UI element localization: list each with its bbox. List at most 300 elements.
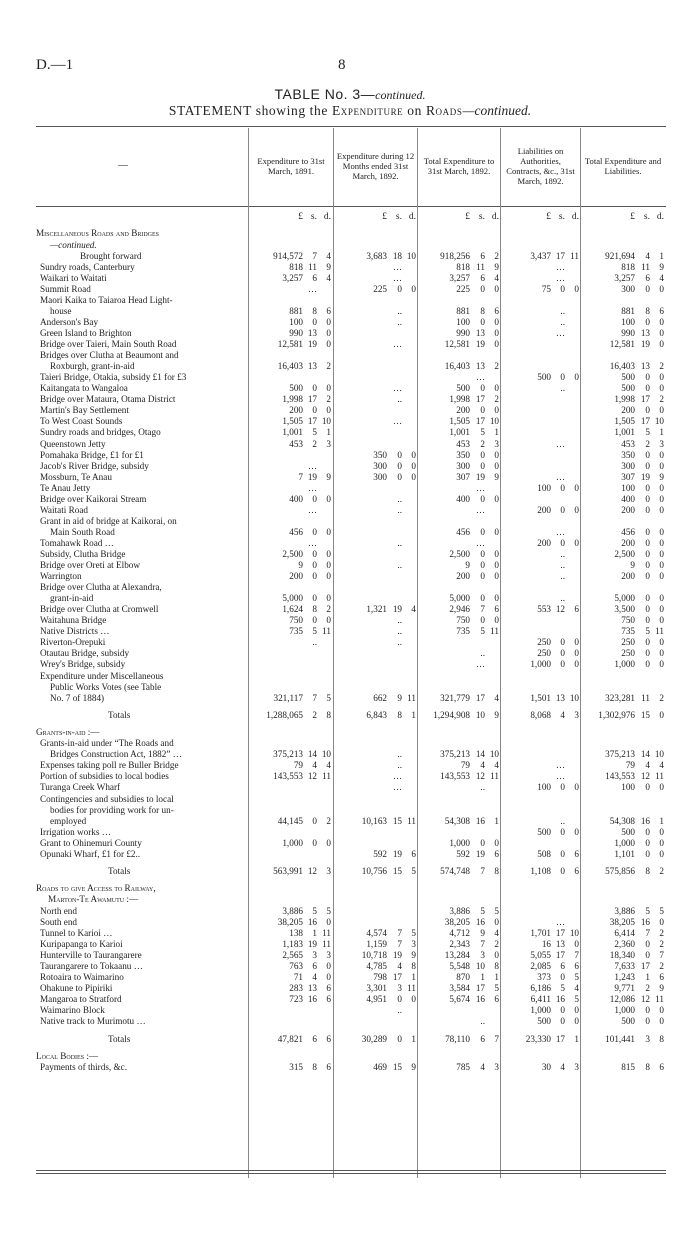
cell-value: 12 [475, 771, 485, 782]
cell-value: 350 [621, 449, 635, 460]
table-row [0, 212, 700, 226]
cell-value: 4 [494, 272, 499, 283]
cell-value: 9 [411, 1062, 416, 1073]
cell-value: 0 [645, 782, 650, 793]
cell-value: 14 [475, 749, 485, 760]
row-label: Miscellaneous Roads and Bridges [36, 228, 159, 238]
cell-value: 574,748 [440, 865, 470, 876]
cell-value: 0 [645, 405, 650, 416]
cell-value: 6 [574, 961, 579, 972]
cell-value: 0 [326, 316, 331, 327]
row-label: employed [50, 815, 87, 826]
cell-value: 200 [621, 537, 635, 548]
cell-value: 1,159 [366, 939, 387, 950]
cell-placeholder: … [392, 771, 402, 782]
cell-value: 0 [560, 1016, 565, 1027]
table-row [0, 637, 700, 648]
cell-value: 15 [640, 709, 650, 720]
cell-value: 456 [456, 526, 470, 537]
table-row [0, 659, 700, 670]
cell-value: 6,186 [530, 983, 551, 994]
cell-value: 508 [537, 848, 551, 859]
cell-value: 0 [397, 471, 402, 482]
cell-value: 30 [541, 1062, 551, 1073]
cell-value: 0 [312, 571, 317, 582]
cell-value: 7 [480, 939, 485, 950]
cell-value: 307 [621, 471, 635, 482]
cell-value: 44,145 [277, 815, 303, 826]
cell-placeholder: … [555, 261, 565, 272]
row-label: Tomahawk Road … [40, 537, 114, 548]
cell-value: 0 [645, 950, 650, 961]
cell-value: 0 [645, 504, 650, 515]
cell-value: 5,000 [614, 593, 635, 604]
cell-value: 0 [411, 283, 416, 294]
cell-value: 18 [392, 250, 402, 261]
cell-value: 2 [645, 438, 650, 449]
cell-value: 918,256 [440, 250, 470, 261]
cell-value: 3 [494, 438, 499, 449]
cell-value: 3 [326, 950, 331, 961]
cell-value: 0 [312, 549, 317, 559]
statement-e: Roads [425, 103, 463, 118]
cell-value: 5 [312, 427, 317, 438]
cell-placeholder: … [307, 460, 317, 471]
column-header-liabilities: Liabilities on Authorities, Contracts, &c., 31st March, 1892. [506, 146, 575, 186]
cell-value: 0 [494, 383, 499, 394]
cell-value: 200 [537, 504, 551, 515]
cell-value: 5 [411, 865, 416, 876]
row-label: Rotoaira to Waimarino [40, 972, 124, 983]
cell-value: 0 [574, 826, 579, 837]
cell-value: 0 [411, 471, 416, 482]
cell-value: 100 [289, 316, 303, 327]
cell-value: 1 [312, 928, 317, 938]
cell-value: 10 [321, 416, 331, 427]
row-label: Subsidy, Clutha Bridge [40, 549, 126, 559]
table-row [0, 1051, 700, 1062]
cell-value: 0 [659, 283, 664, 294]
cell-value: 0 [560, 372, 565, 383]
cell-value: 0 [659, 482, 664, 493]
cell-value: 321,779 [440, 692, 470, 703]
cell-value: 0 [645, 449, 650, 460]
row-label: Waimarino Block [40, 1005, 105, 1016]
cell-placeholder: .. [397, 537, 402, 548]
cell-value: 250 [621, 648, 635, 659]
cell-value: 16,403 [609, 361, 635, 372]
cell-value: 0 [574, 939, 579, 950]
cell-value: 3,301 [366, 983, 387, 994]
table-row [0, 794, 700, 805]
cell-value: 3,257 [282, 272, 303, 283]
cell-value: 2 [480, 438, 485, 449]
cell-value: 750 [621, 615, 635, 626]
cell-value: 100 [537, 782, 551, 793]
table-row [0, 273, 700, 284]
cell-value: 0 [397, 994, 402, 1005]
cell-value: 1,001 [282, 427, 303, 438]
cell-value: 818 [289, 261, 303, 272]
cell-value: 2 [659, 865, 664, 876]
cell-value: 19 [475, 471, 485, 482]
cell-value: 6 [326, 994, 331, 1005]
cell-value: 0 [480, 837, 485, 848]
cell-value: 0 [574, 283, 579, 294]
cell-value: 3 [326, 438, 331, 449]
row-label: Martin's Bay Settlement [40, 405, 129, 416]
cell-value: 0 [494, 526, 499, 537]
cell-value: 1,294,908 [433, 709, 470, 720]
cell-value: 15 [392, 865, 402, 876]
table-row [0, 827, 700, 838]
cell-value: 0 [494, 449, 499, 460]
cell-value: 1,000 [449, 837, 470, 848]
cell-value: 0 [659, 449, 664, 460]
cell-placeholder: .. [312, 637, 317, 648]
cell-value: 0 [494, 549, 499, 559]
cell-value: 662 [373, 692, 387, 703]
table-row [0, 671, 700, 682]
cell-value: 5 [574, 972, 579, 983]
cell-value: 19 [307, 339, 317, 349]
cell-value: 5 [312, 626, 317, 637]
cell-value: 0 [326, 961, 331, 972]
row-label: Main South Road [50, 526, 115, 537]
cell-value: 4 [312, 972, 317, 983]
cell-value: 453 [621, 438, 635, 449]
cell-placeholder: .. [397, 749, 402, 760]
cell-placeholder: .. [397, 316, 402, 327]
cell-value: 1,505 [282, 416, 303, 427]
cell-value: 12 [640, 771, 650, 782]
cell-value: 10 [489, 416, 499, 427]
row-label: Jacob's River Bridge, subsidy [40, 460, 149, 471]
cell-value: 1,321 [366, 604, 387, 615]
cell-value: 10 [489, 749, 499, 760]
cell-value: 5,548 [449, 961, 470, 972]
row-label: Ohakune to Pipiriki [40, 983, 113, 994]
table-end-rule [36, 1170, 666, 1171]
table-row [0, 782, 700, 793]
cell-value: 17 [475, 983, 485, 994]
cell-value: 9 [659, 471, 664, 482]
cell-value: 300 [621, 460, 635, 471]
table-row [0, 538, 700, 549]
table-row [0, 738, 700, 749]
table-title-main: TABLE No. 3— [274, 86, 376, 102]
cell-value: 300 [373, 471, 387, 482]
cell-value: 19 [307, 939, 317, 950]
header-left: D.—1 [36, 57, 74, 73]
column-header-total-exp: Total Expenditure to 31st March, 1892. [423, 156, 495, 176]
cell-value: 0 [659, 593, 664, 604]
cell-value: 3,257 [449, 272, 470, 283]
cell-value: 0 [480, 593, 485, 604]
table-row [0, 648, 700, 659]
cell-value: 0 [480, 526, 485, 537]
table-row [0, 771, 700, 782]
cell-value: 5 [326, 692, 331, 703]
cell-value: 0 [645, 826, 650, 837]
cell-value: 1 [411, 1033, 416, 1044]
cell-value: 4 [326, 760, 331, 771]
cell-value: 100 [537, 482, 551, 493]
cell-value: 323,281 [605, 692, 635, 703]
cell-value: 0 [411, 449, 416, 460]
cell-placeholder: … [555, 917, 565, 927]
cell-value: 0 [326, 917, 331, 927]
cell-value: 6 [494, 305, 499, 316]
cell-value: 0 [560, 972, 565, 983]
cell-value: 2,343 [449, 939, 470, 950]
cell-value: 7 [480, 865, 485, 876]
cell-value: 6 [494, 848, 499, 859]
cell-value: 5 [411, 928, 416, 938]
cell-value: 0 [494, 917, 499, 927]
cell-placeholder: … [555, 272, 565, 283]
cell-value: 9 [298, 560, 303, 570]
cell-value: 250 [537, 648, 551, 659]
cell-value: 13 [475, 328, 485, 338]
row-label: Local Bodies :— [36, 1050, 99, 1061]
cell-value: 350 [373, 449, 387, 460]
cell-value: 2 [312, 709, 317, 720]
cell-placeholder: .. [397, 626, 402, 637]
cell-value: 500 [537, 826, 551, 837]
cell-value: 6 [312, 1033, 317, 1044]
row-label: Roxburgh, grant-in-aid [50, 361, 135, 372]
cell-value: 8,068 [530, 709, 551, 720]
cell-value: 500 [621, 1016, 635, 1027]
cell-value: 10 [475, 709, 485, 720]
currency-heading: s. [395, 212, 402, 222]
cell-value: 17 [555, 928, 565, 938]
cell-value: 0 [326, 339, 331, 349]
cell-placeholder: .. [397, 1005, 402, 1016]
cell-value: 881 [289, 305, 303, 316]
row-label: Irrigation works … [40, 826, 111, 837]
cell-value: 0 [480, 283, 485, 294]
cell-value: 11 [407, 983, 416, 994]
currency-heading: £ [546, 212, 551, 222]
cell-value: 1,302,976 [598, 709, 635, 720]
cell-value: 0 [645, 372, 650, 383]
currency-heading: £ [630, 212, 635, 222]
cell-value: 500 [621, 383, 635, 394]
cell-value: 0 [312, 405, 317, 416]
table-row [0, 339, 700, 350]
row-label: Sundry roads and bridges, Otago [40, 427, 161, 438]
cell-value: 10 [569, 692, 579, 703]
cell-value: 0 [574, 504, 579, 515]
cell-value: 0 [659, 383, 664, 394]
currency-heading: s. [310, 212, 317, 222]
row-label: house [50, 305, 72, 316]
cell-value: 1,000 [614, 659, 635, 670]
cell-value: 4 [659, 760, 664, 771]
row-label: Bridge over Kaikorai Stream [40, 493, 147, 504]
cell-value: 17 [307, 394, 317, 405]
cell-value: 1 [494, 427, 499, 438]
cell-value: 6 [480, 1033, 485, 1044]
cell-value: 723 [289, 994, 303, 1005]
cell-placeholder: … [555, 438, 565, 449]
cell-value: 0 [560, 1005, 565, 1016]
cell-placeholder: .. [397, 560, 402, 570]
cell-value: 1,998 [614, 394, 635, 405]
cell-value: 1 [645, 972, 650, 983]
cell-value: 9 [465, 560, 470, 570]
cell-value: 1,001 [614, 427, 635, 438]
cell-value: 0 [560, 782, 565, 793]
cell-value: 9 [659, 983, 664, 994]
cell-value: 0 [659, 615, 664, 626]
cell-value: 19 [640, 471, 650, 482]
table-row [0, 994, 700, 1005]
cell-value: 0 [494, 837, 499, 848]
column-header-total-exp-liab: Total Expenditure and Liabilities. [584, 156, 662, 176]
cell-value: 11 [322, 939, 331, 950]
table-row [0, 262, 700, 273]
cell-value: 0 [560, 848, 565, 859]
cell-placeholder: .. [480, 782, 485, 793]
cell-value: 914,572 [273, 250, 303, 261]
cell-value: 5,674 [449, 994, 470, 1005]
cell-value: 0 [645, 939, 650, 950]
cell-value: 17 [640, 394, 650, 405]
cell-value: 0 [659, 917, 664, 927]
table-row [0, 917, 700, 928]
cell-value: 0 [480, 493, 485, 504]
cell-value: 12,581 [277, 339, 303, 349]
cell-value: 75 [541, 283, 551, 294]
cell-value: 6 [326, 305, 331, 316]
table-row [0, 972, 700, 983]
cell-value: 592 [456, 848, 470, 859]
cell-value: 5 [480, 427, 485, 438]
cell-value: 1 [494, 815, 499, 826]
cell-value: 0 [645, 460, 650, 471]
cell-value: 79 [293, 760, 303, 771]
cell-value: 0 [645, 560, 650, 570]
cell-value: 10 [569, 928, 579, 938]
row-label: —continued. [50, 239, 97, 250]
cell-value: 1,000 [282, 837, 303, 848]
row-label: Te Anau Jetty [40, 482, 91, 493]
row-label: Wrey's Bridge, subsidy [40, 659, 126, 670]
row-label: Grants-in-aid :— [36, 726, 100, 737]
table-row [0, 939, 700, 950]
table-row [0, 593, 700, 604]
cell-value: 8 [411, 961, 416, 972]
cell-value: 375,213 [440, 749, 470, 760]
cell-value: 3,437 [530, 250, 551, 261]
cell-value: 1,501 [530, 692, 551, 703]
cell-value: 19 [307, 471, 317, 482]
table-row [0, 760, 700, 771]
cell-value: 2,500 [614, 549, 635, 559]
cell-value: 11 [490, 626, 499, 637]
currency-heading: s. [478, 212, 485, 222]
cell-value: 10,756 [361, 865, 387, 876]
cell-value: 12 [307, 865, 317, 876]
cell-placeholder: … [307, 283, 317, 294]
table-row [0, 693, 700, 704]
cell-value: 0 [659, 405, 664, 416]
cell-value: 0 [659, 460, 664, 471]
cell-value: 2,946 [449, 604, 470, 615]
cell-value: 0 [659, 648, 664, 659]
table-row [0, 883, 700, 894]
table-row [0, 494, 700, 505]
cell-value: 0 [312, 526, 317, 537]
cell-value: 4 [397, 961, 402, 972]
cell-value: 13 [475, 361, 485, 372]
table-row [0, 626, 700, 637]
table-row [0, 894, 700, 905]
cell-value: 6 [659, 305, 664, 316]
cell-placeholder: … [555, 760, 565, 771]
cell-placeholder: .. [397, 394, 402, 405]
cell-value: 5 [480, 905, 485, 916]
cell-value: 2 [326, 394, 331, 405]
row-label: Pomahaka Bridge, £1 for £1 [40, 449, 144, 460]
cell-value: 0 [659, 372, 664, 383]
cell-value: 15 [392, 1062, 402, 1073]
cell-value: 11 [308, 261, 317, 272]
cell-value: 7 [494, 1033, 499, 1044]
cell-value: 71 [293, 972, 303, 983]
cell-value: 12 [307, 771, 317, 782]
cell-value: 4 [326, 272, 331, 283]
cell-placeholder: … [475, 537, 485, 548]
cell-value: 500 [621, 826, 635, 837]
table-row [0, 682, 700, 693]
currency-heading: s. [558, 212, 565, 222]
cell-placeholder: .. [560, 815, 565, 826]
cell-value: 0 [645, 604, 650, 615]
cell-value: 19 [392, 848, 402, 859]
cell-value: 17 [555, 950, 565, 961]
cell-value: 2,085 [530, 961, 551, 972]
cell-value: 7 [298, 471, 303, 482]
cell-value: 5 [645, 626, 650, 637]
cell-value: 19 [640, 339, 650, 349]
cell-value: 250 [537, 637, 551, 648]
cell-value: 563,991 [273, 865, 303, 876]
cell-value: 0 [659, 1016, 664, 1027]
cell-value: 0 [326, 571, 331, 582]
cell-value: 456 [289, 526, 303, 537]
cell-value: 1,000 [530, 659, 551, 670]
cell-value: 400 [621, 493, 635, 504]
cell-value: 3,886 [449, 905, 470, 916]
table-row [0, 615, 700, 626]
row-label: Bridge over Taieri, Main South Road [40, 339, 177, 349]
cell-value: 0 [312, 593, 317, 604]
table-row [0, 405, 700, 416]
row-label: No. 7 of 1884) [50, 692, 105, 703]
cell-value: 5 [480, 626, 485, 637]
cell-value: 9 [326, 471, 331, 482]
cell-value: 2 [659, 961, 664, 972]
cell-value: 0 [659, 560, 664, 570]
cell-value: 6 [574, 848, 579, 859]
cell-value: 12,086 [609, 994, 635, 1005]
cell-value: 19 [392, 604, 402, 615]
cell-value: 2 [326, 361, 331, 372]
